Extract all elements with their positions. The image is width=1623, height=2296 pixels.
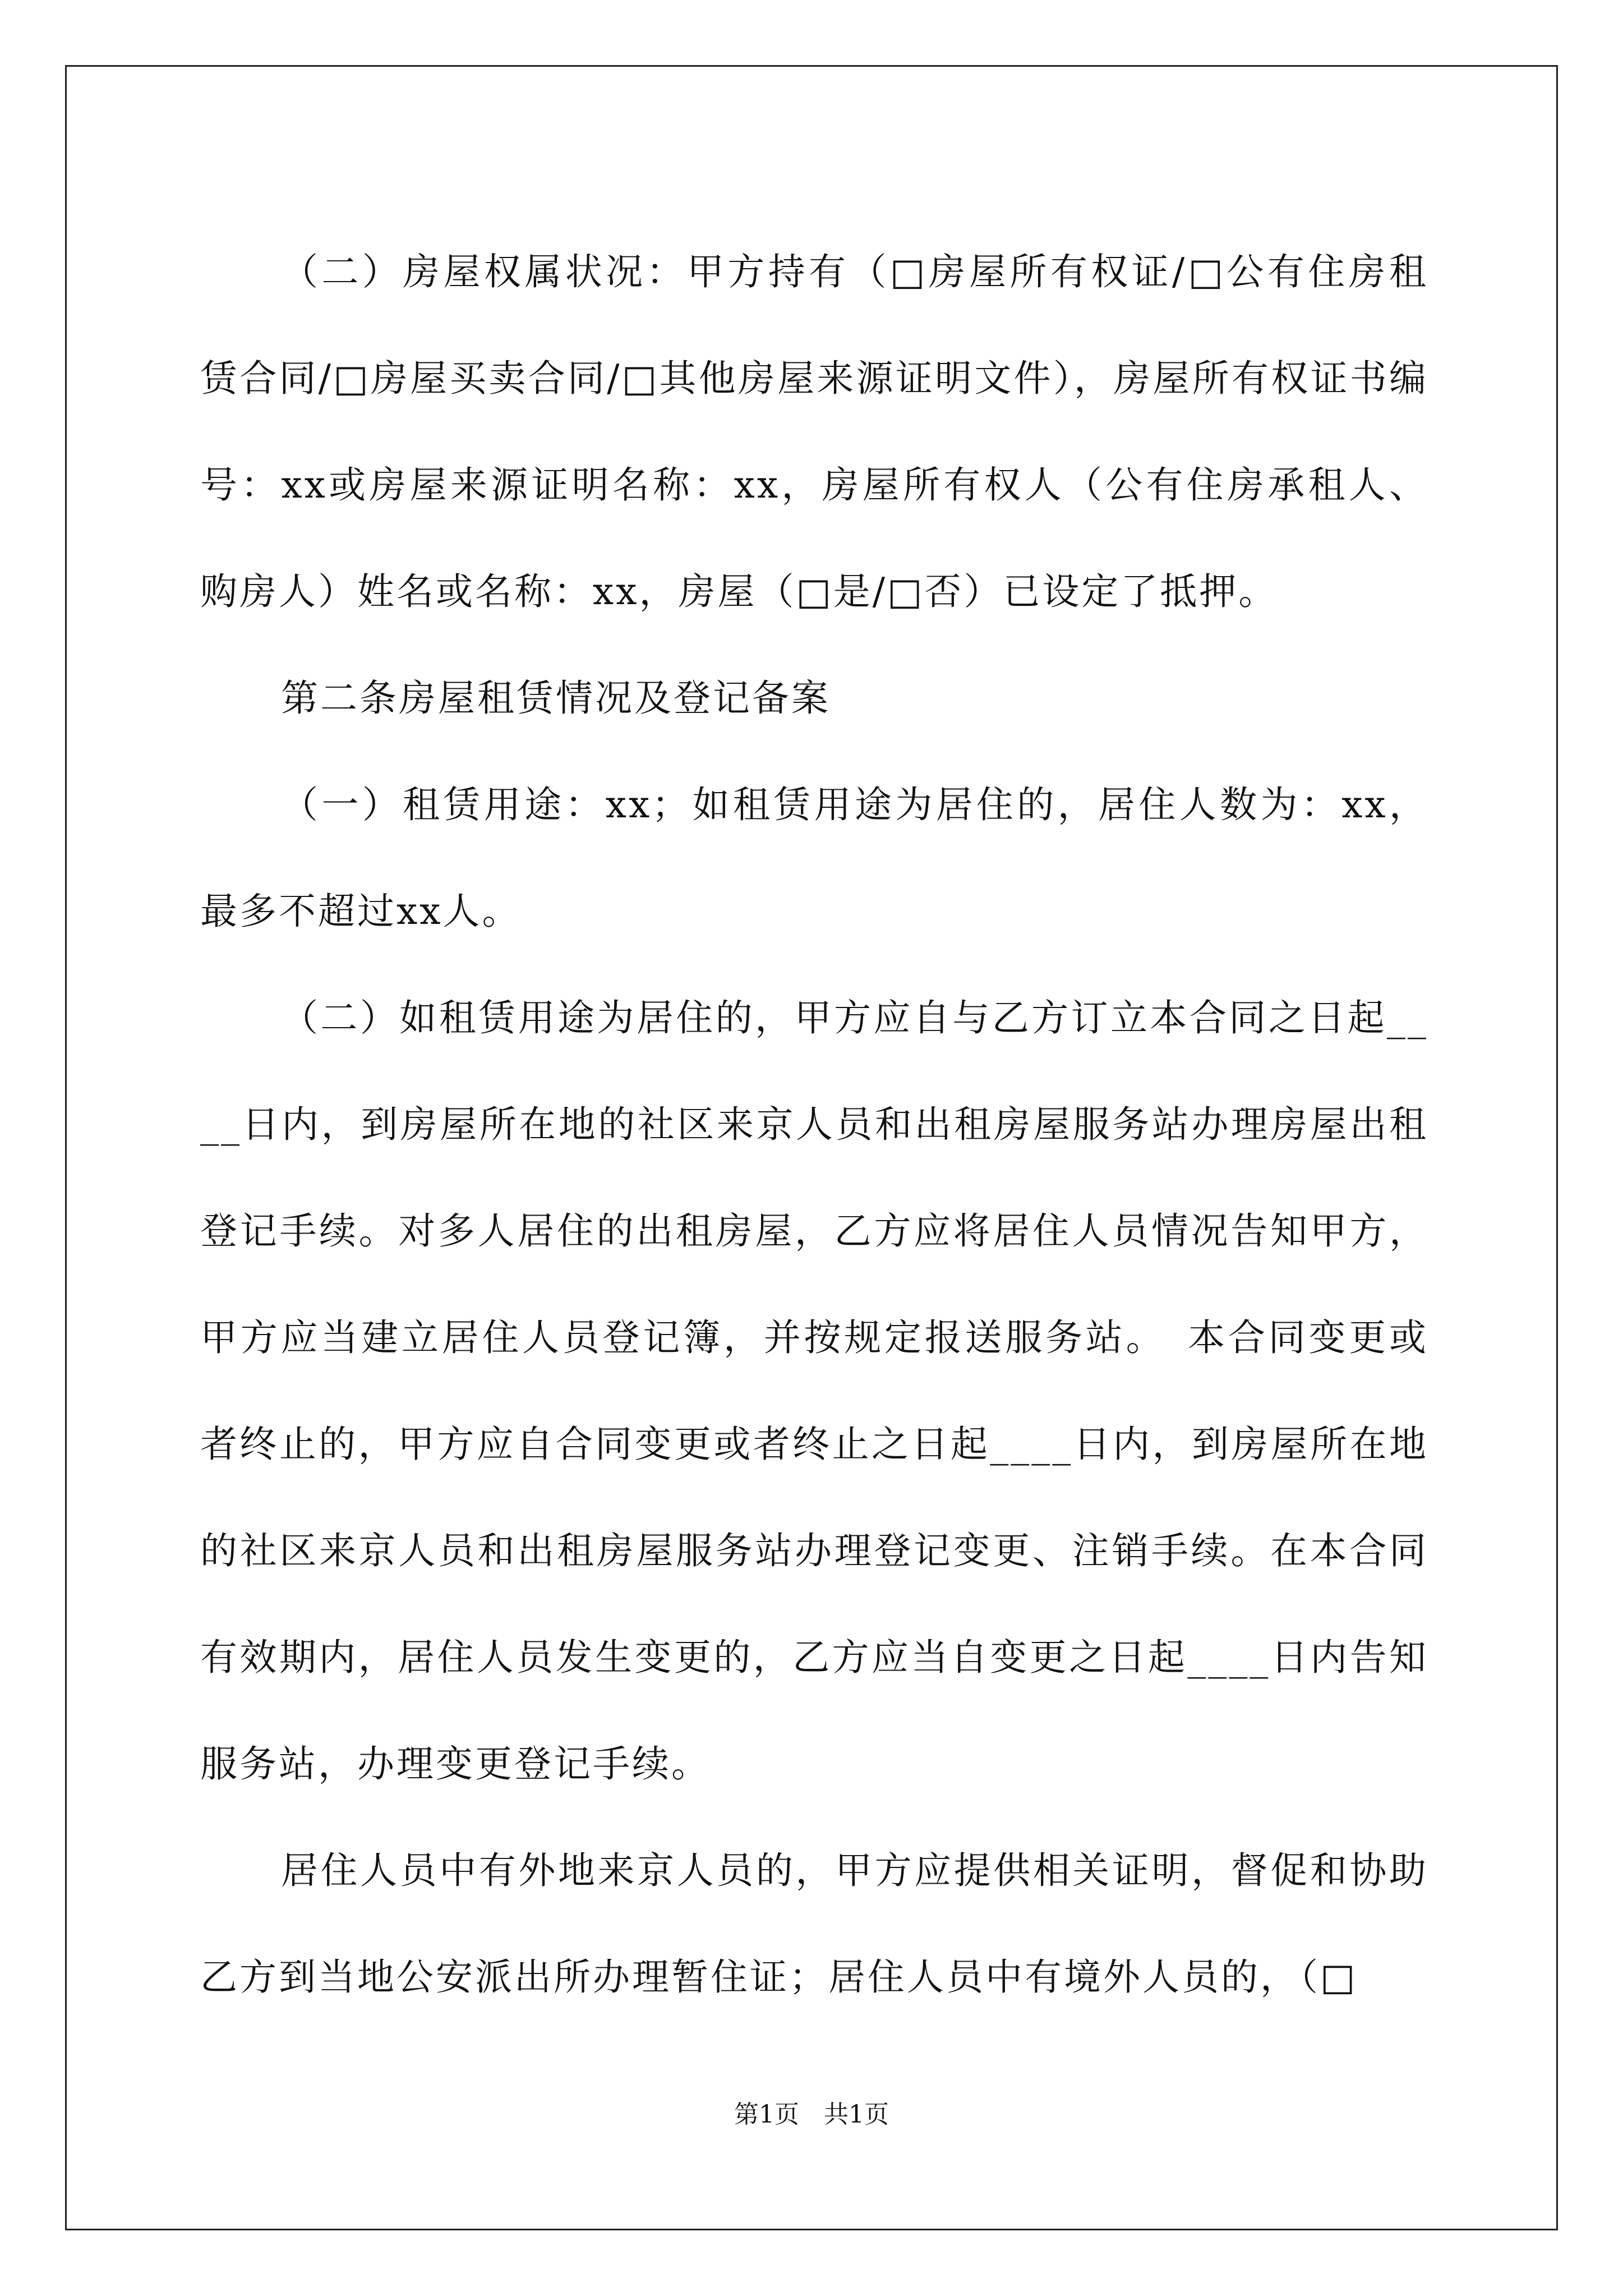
- page-footer: [0, 2098, 1623, 2132]
- paragraph-registration: （二）如租赁用途为居住的，甲方应自与乙方订立本合同之日起____日内，到房屋所在地的社区来京人员和出租房屋服务站办理房屋出租登记手续。对多人居住的出租房屋，乙方应将居住人员情况告知甲方，甲方应当建立居住人员登记簿，并按规定报送服务站。 本合同变更或者终止的，甲方应自合同变更或者终止之日起____日内，到房屋所在地的社区来京人员和出租房屋服务站办理登记变更、注销手续。在本合同有效期内，居住人员发生变更的，乙方应当自变更之日起____日内告知服务站，办理变更登记手续。: [200, 996, 1428, 1786]
- paragraph-ownership-status: （二）房屋权属状况：甲方持有（□房屋所有权证/□公有住房租赁合同/□房屋买卖合同/□其他房屋来源证明文件），房屋所有权证书编号：xx或房屋来源证明名称：xx，房屋所有权人（公有住房承租人、购房人）姓名或名称：xx，房屋（□是/□否）已设定了抵押。: [200, 250, 1428, 613]
- document-body: [200, 219, 1428, 2031]
- page-number-label: 第1页 共1页: [734, 2100, 889, 2129]
- paragraph-non-local-residents: 居住人员中有外地来京人员的，甲方应提供相关证明，督促和协助乙方到当地公安派出所办理暂住证；居住人员中有境外人员的，（□: [200, 1849, 1428, 1999]
- section-heading-article-2: 第二条房屋租赁情况及登记备案: [281, 677, 831, 720]
- paragraph-lease-purpose: （一）租赁用途：xx；如租赁用途为居住的，居住人数为：xx，最多不超过xx人。: [200, 783, 1428, 933]
